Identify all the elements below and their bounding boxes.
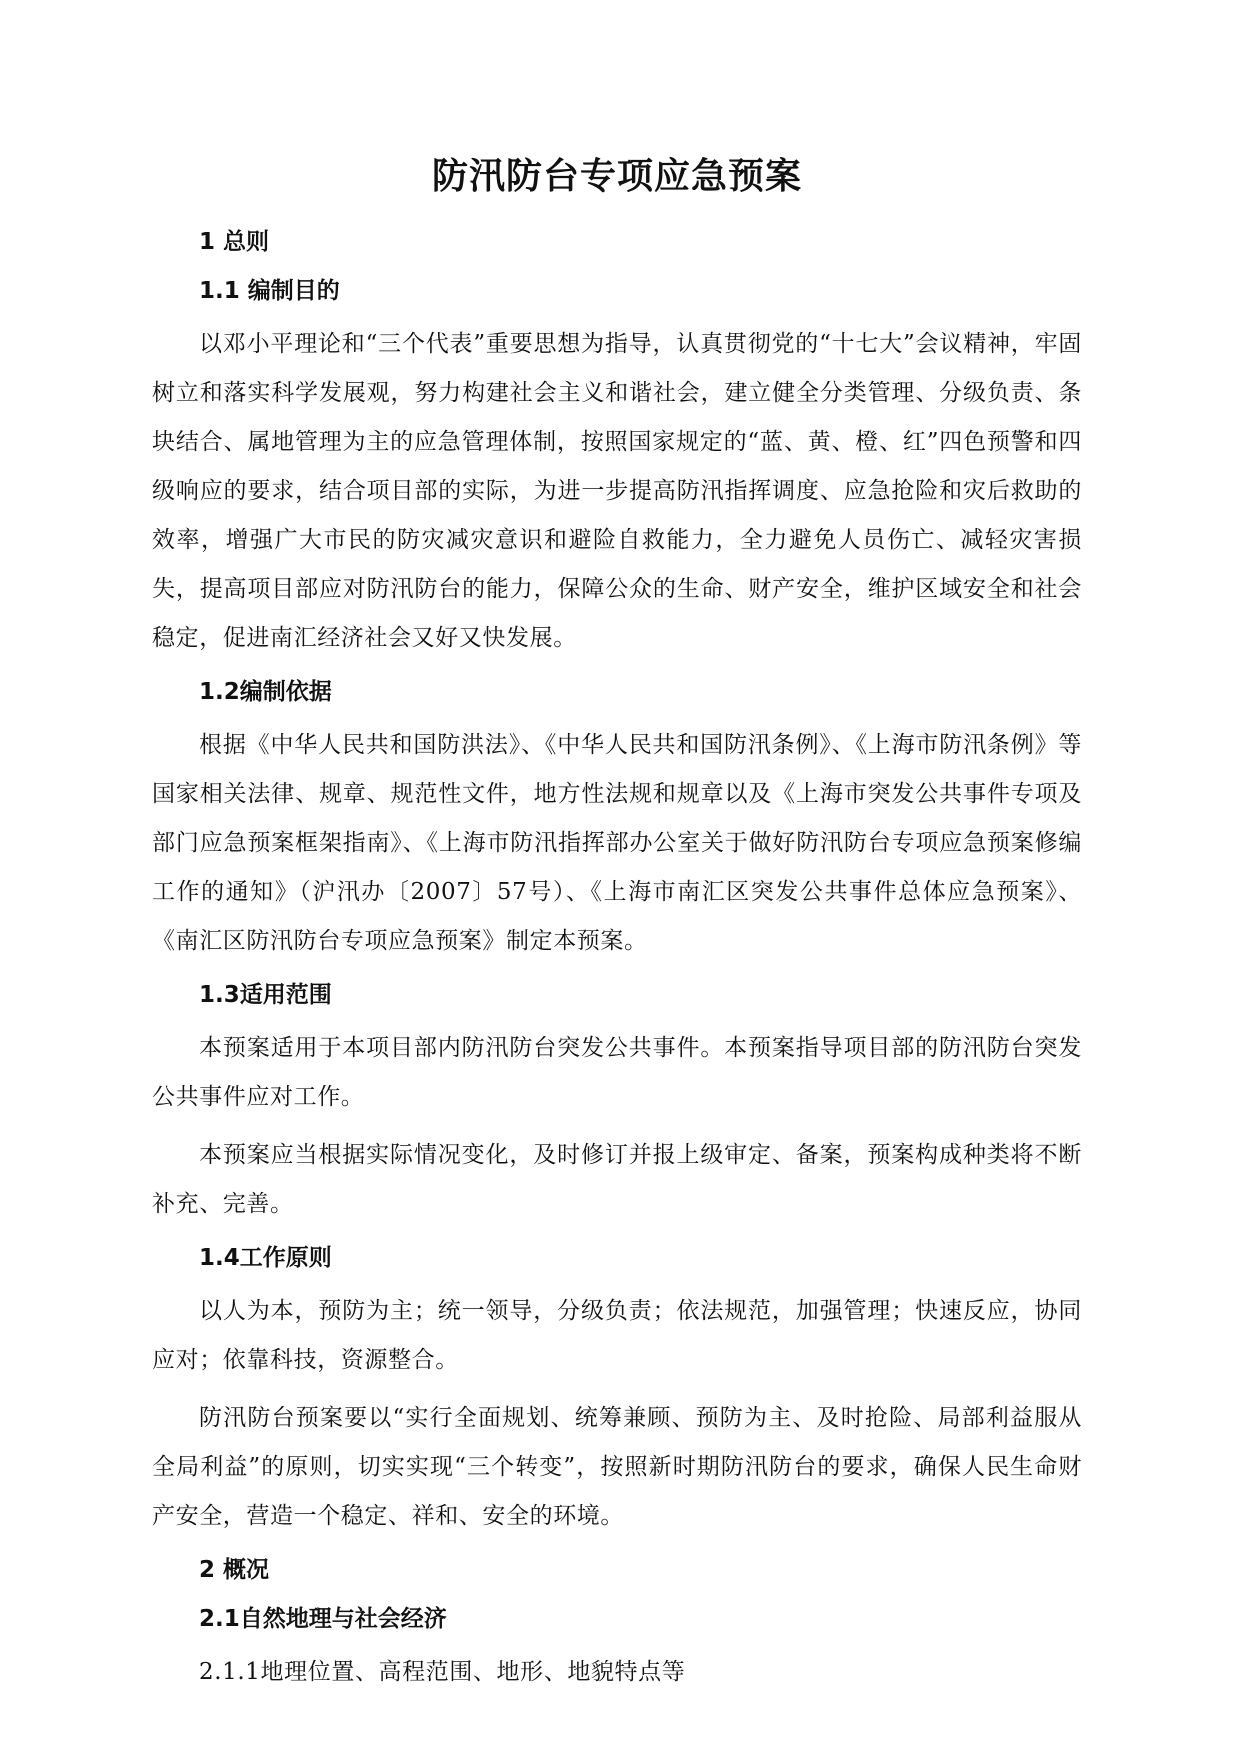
- section-1-1-heading: 1.1 编制目的: [199, 278, 340, 304]
- document-body: [152, 150, 1082, 1706]
- section-1-4-heading: 1.4工作原则: [199, 1245, 332, 1271]
- section-1-heading: 1 总则: [199, 229, 270, 255]
- section-1-1-paragraph: 以邓小平理论和“三个代表”重要思想为指导，认真贯彻党的“十七大”会议精神，牢固树立和落实科学发展观，努力构建社会主义和谐社会，建立健全分类管理、分级负责、条块结合、属地管理为主的应急管理体制，按照国家规定的“蓝、黄、橙、红”四色预警和四级响应的要求，结合项目部的实际，为进一步提高防汛指挥调度、应急抢险和灾后救助的效率，增强广大市民的防灾减灾意识和避险自救能力，全力避免人员伤亡、减轻灾害损失，提高项目部应对防汛防台的能力，保障公众的生命、财产安全，维护区域安全和社会稳定，促进南汇经济社会又好又快发展。: [152, 331, 1082, 651]
- section-2-heading: 2 概况: [199, 1557, 270, 1583]
- section-1-2-heading: 1.2编制依据: [199, 679, 332, 705]
- section-1-3-paragraph-2: 本预案应当根据实际情况变化，及时修订并报上级审定、备案，预案构成种类将不断补充、完善。: [152, 1142, 1082, 1217]
- document-title: 防汛防台专项应急预案: [431, 156, 802, 197]
- section-1-4-paragraph-1: 以人为本，预防为主；统一领导，分级负责；依法规范，加强管理；快速反应，协同应对；依靠科技，资源整合。: [152, 1298, 1082, 1373]
- section-2-1-1-line: 2.1.1地理位置、高程范围、地形、地貌特点等: [199, 1659, 686, 1685]
- section-1-3-paragraph-1: 本预案适用于本项目部内防汛防台突发公共事件。本预案指导项目部的防汛防台突发公共事件应对工作。: [152, 1035, 1082, 1110]
- section-1-3-heading: 1.3适用范围: [199, 982, 332, 1008]
- section-1-2-paragraph: 根据《中华人民共和国防洪法》、《中华人民共和国防汛条例》、《上海市防汛条例》等国家相关法律、规章、规范性文件，地方性法规和规章以及《上海市突发公共事件专项及部门应急预案框架指南》、《上海市防汛指挥部办公室关于做好防汛防台专项应急预案修编工作的通知》（沪汛办〔2007〕57号）、《上海市南汇区突发公共事件总体应急预案》、《南汇区防汛防台专项应急预案》制定本预案。: [152, 732, 1082, 954]
- section-2-1-heading: 2.1自然地理与社会经济: [199, 1606, 447, 1632]
- section-1-4-paragraph-2: 防汛防台预案要以“实行全面规划、统筹兼顾、预防为主、及时抢险、局部利益服从全局利益”的原则，切实实现“三个转变”，按照新时期防汛防台的要求，确保人民生命财产安全，营造一个稳定、祥和、安全的环境。: [152, 1405, 1082, 1529]
